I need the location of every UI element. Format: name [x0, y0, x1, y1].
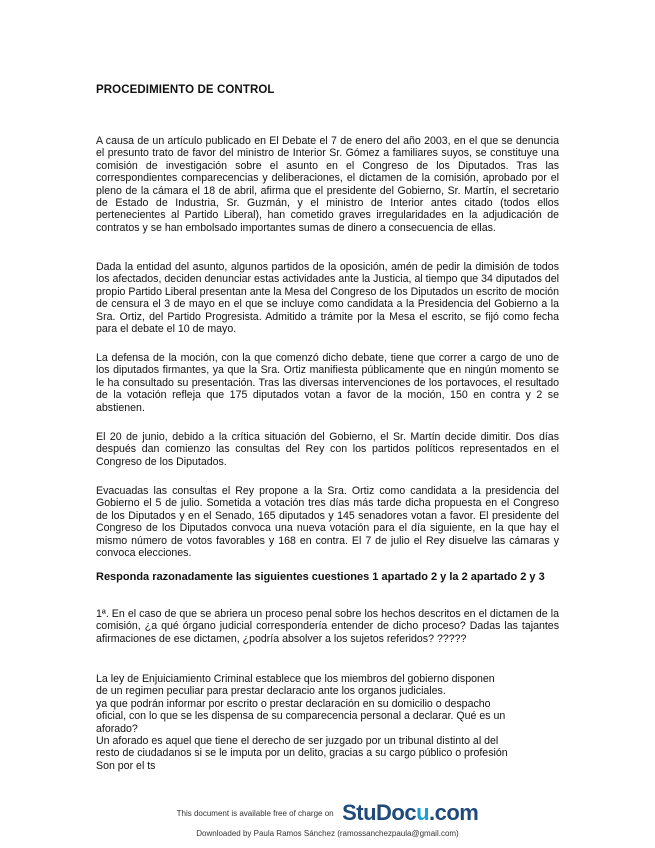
- questions-heading: Responda razonadamente las siguientes cuestiones 1 apartado 2 y la 2 apartado 2 y 3: [96, 571, 545, 583]
- answer-line: La ley de Enjuiciamiento Criminal establece que los miembros del gobierno disponen: [96, 673, 495, 685]
- downloaded-by-note: Downloaded by Paula Ramos Sánchez (ramossanchezpaula@gmail.com): [196, 829, 459, 838]
- answer-line: resto de ciudadanos si se le imputa por un delito, gracias a su cargo público o profesión: [96, 747, 508, 760]
- paragraph-3: La defensa de la moción, con la que comenzó dicho debate, tiene que correr a cargo de uno de los diputados firmantes, ya que la Sra. Ortiz manifiesta públicamente que en ningún momento se le ha consultado su presentación. Tras las diversas intervenciones de los portavoces, el resultado de la votación refleja que 175 diputados votan a favor de la moción, 150 en contra y 2 se abstienen.: [96, 352, 559, 414]
- answer-line: Son por el ts: [96, 759, 156, 772]
- paragraph-5: Evacuadas las consultas el Rey propone a la Sra. Ortiz como candidata a la presidencia del Gobierno el 5 de julio. Sometida a votación tres días más tarde dicha propuesta en el Congreso de los Diputados y en el Senado, 165 diputados y 145 senadores votan a favor. El presidente del Congreso de los Diputados convoca una nueva votación para el día siguiente, en la que hay el mismo número de votos favorables y 168 en contra. El 7 de julio el Rey disuelve las cámaras y convoca elecciones.: [96, 485, 559, 560]
- paragraph-1: A causa de un artículo publicado en El Debate el 7 de enero del año 2003, en el que se denuncia el presunto trato de favor del ministro de Interior Sr. Gómez a familiares suyos, se constituye una comisión de investigación sobre el asunto en el Congreso de los Diputados. Tras las correspondientes comparecencias y deliberaciones, el dictamen de la comisión, aprobado por el pleno de la cámara el 18 de abril, afirma que el presidente del Gobierno, Sr. Martín, el secretario de Estado de Industria, Sr. Guzmán, y el ministro de Interior antes citado (todos ellos pertenecientes al Partido Liberal), han cometido graves irregularidades en la adjudicación de contratos y se han embolsado importantes sumas de dinero a consecuencia de ellas.: [96, 135, 559, 234]
- paragraph-4: El 20 de junio, debido a la crítica situación del Gobierno, el Sr. Martín decide dimitir. Dos días después dan comienzo las consultas del Rey con los partidos políticos representados en el Congreso de los Diputados.: [96, 431, 559, 468]
- answer-line: Un aforado es aquel que tiene el derecho de ser juzgado por un tribunal distinto al del: [96, 735, 499, 748]
- answer-line: aforado?: [96, 722, 138, 735]
- document-title: PROCEDIMIENTO DE CONTROL: [96, 84, 275, 96]
- paragraph-2: Dada la entidad del asunto, algunos partidos de la oposición, amén de pedir la dimisión de todos los afectados, deciden denunciar estas actividades ante la Justicia, al tiempo que 34 diputados del propio Partido Liberal presentan ante la Mesa del Congreso de los Diputados un escrito de moción de censura el 3 de mayo en el que se incluye como candidata a la Presidencia del Gobierno a la Sra. Ortiz, del Partido Progresista. Admitido a trámite por la Mesa el escrito, se fijó como fecha para el debate el 10 de mayo.: [96, 261, 559, 336]
- answer-block: [96, 673, 559, 772]
- available-note: This document is available free of charge on: [176, 808, 334, 818]
- question-1: 1ª. En el caso de que se abriera un proceso penal sobre los hechos descritos en el dictamen de la comisión, ¿a qué órgano judicial correspondería entender de dicho proceso? Dadas las tajantes afirmaciones de ese dictamen, ¿podría absolver a los sujetos referidos? ?????: [96, 608, 559, 645]
- answer-line: de un regimen peculiar para prestar declaracio ante los organos judiciales.: [96, 685, 446, 698]
- logo-text-part2: u: [416, 800, 430, 825]
- logo-text-part1: StuDoc: [342, 800, 417, 825]
- answer-line: ya que podrán informar por escrito o prestar declaración en su domicilio o despacho: [96, 697, 491, 710]
- logo-text-part3: .com: [429, 800, 479, 825]
- studocu-logo[interactable]: [342, 800, 478, 826]
- answer-line: oficial, con lo que se les dispensa de su comparecencia personal a declarar. Qué es un: [96, 710, 506, 723]
- footer-banner: [0, 800, 655, 826]
